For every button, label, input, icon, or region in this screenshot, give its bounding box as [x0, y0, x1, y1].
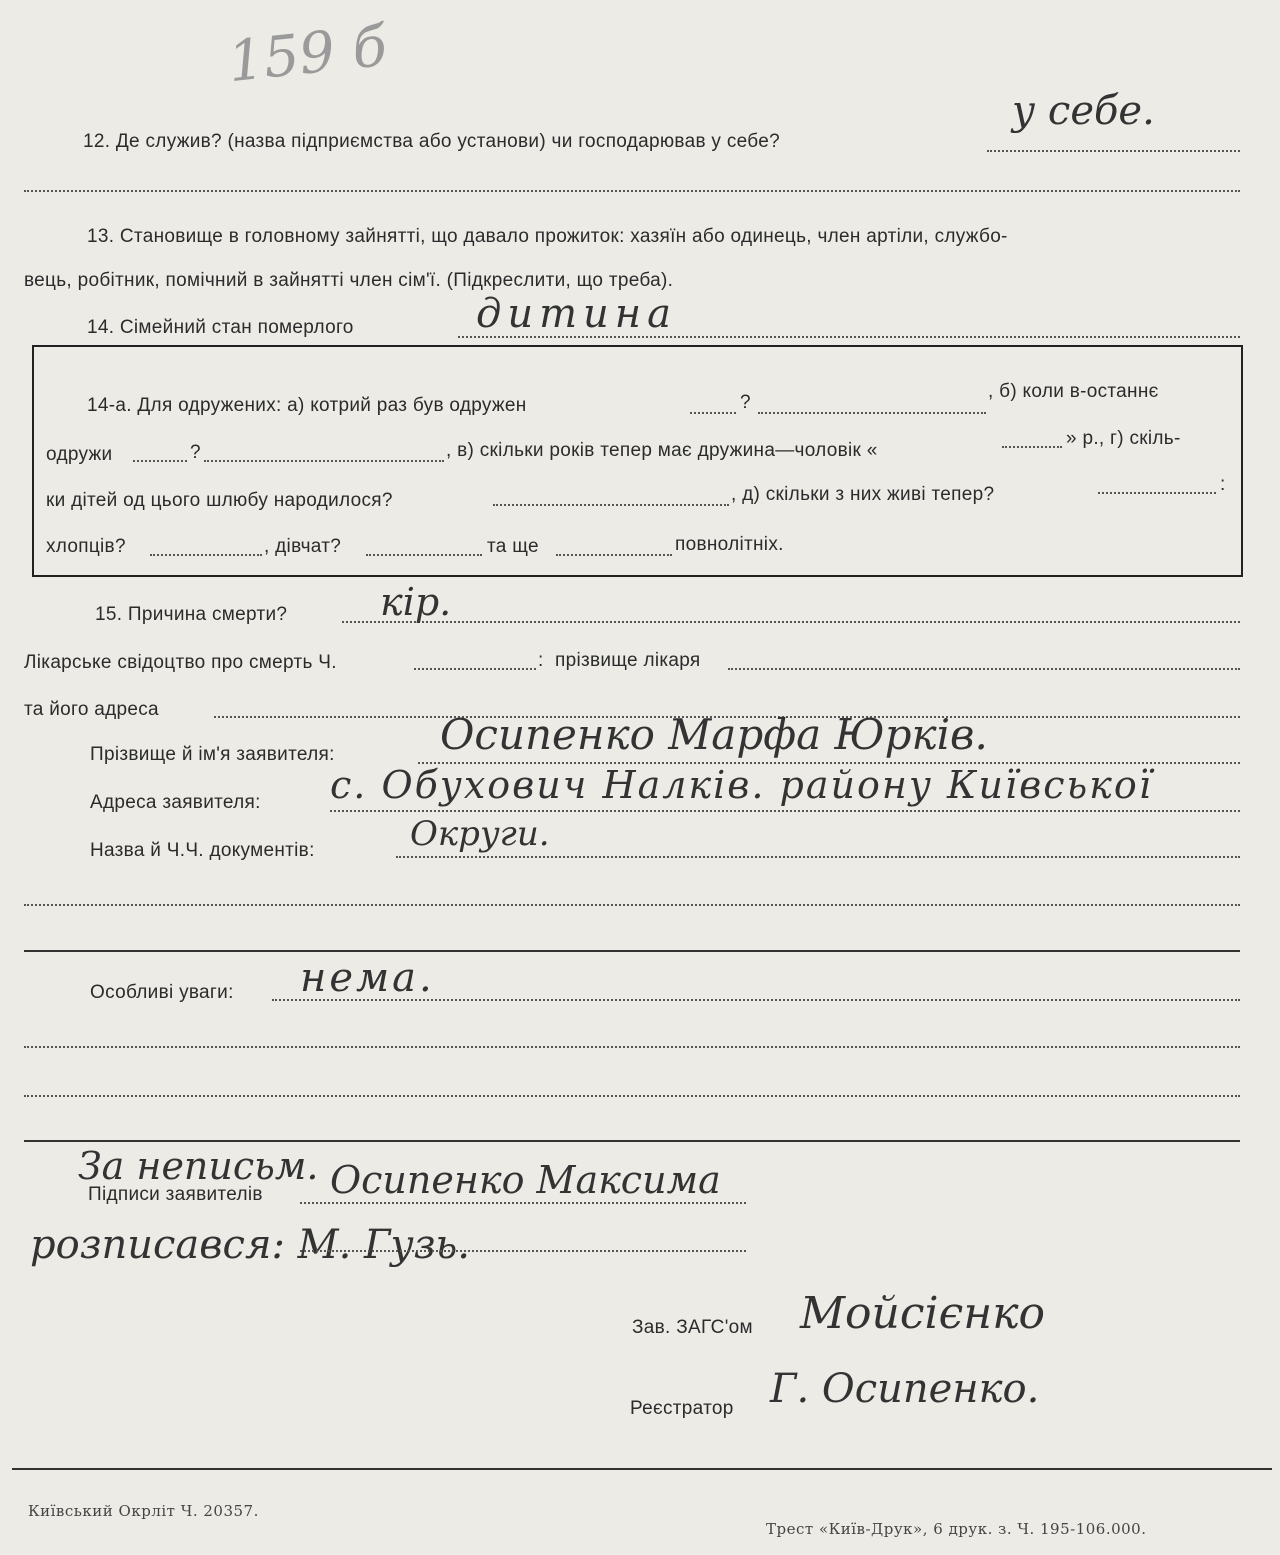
q14a-line4-c: та ще	[487, 536, 539, 557]
q15-cert-colon: :	[538, 650, 544, 671]
q14a-line2-b: , в) скільки років тепер має дружина—чоловік «	[446, 440, 878, 461]
q14a-line4-d: повнолітніх.	[675, 534, 784, 555]
q14a-line4-blank1	[150, 554, 262, 556]
q12-answer-line	[987, 150, 1240, 152]
applicant-name-label: Прізвище й ім'я заявителя:	[90, 744, 335, 765]
footer-right: Трест «Київ-Друк», 6 друк. з. Ч. 195-106.000.	[766, 1520, 1147, 1538]
blank-line-3	[24, 1095, 1240, 1097]
q15-doctor-line	[728, 668, 1240, 670]
remarks-label: Особливі уваги:	[90, 982, 234, 1003]
q14a-line4-b: , дівчат?	[264, 536, 342, 557]
footer-left: Київський Окрліт Ч. 20357.	[28, 1502, 259, 1520]
q15-answer: кір.	[380, 580, 452, 624]
q14a-line2-blank2	[204, 460, 444, 462]
applicant-signature: Осипенко Максима	[330, 1158, 721, 1202]
q14a-line1-a: 14-а. Для одружених: а) котрий раз був одружен	[87, 395, 527, 416]
applicant-address-value: с. Обухович Налків. району Київської	[330, 763, 1153, 807]
signatures-label: Підписи заявителів	[88, 1184, 263, 1205]
q15-cert-line	[414, 668, 536, 670]
divider-2	[24, 1140, 1240, 1142]
zags-head-label: Зав. ЗАГС'ом	[632, 1317, 753, 1338]
signatures-line-2	[300, 1250, 746, 1252]
q14a-line1-q: ?	[740, 392, 751, 413]
q14a-line4-blank2	[366, 554, 482, 556]
signatures-line	[300, 1202, 746, 1204]
q14-label: 14. Сімейний стан померлого	[87, 317, 354, 338]
q12-label: 12. Де служив? (назва підприємства або установи) чи господарював у себе?	[83, 131, 780, 152]
registrar-signature: Г. Осипенко.	[770, 1366, 1040, 1412]
q12-answer: у себе.	[1012, 88, 1155, 134]
q14-answer: дитина	[476, 291, 677, 337]
applicant-address-line	[330, 810, 1240, 812]
blank-line-2	[24, 1046, 1240, 1048]
q13-line1: 13. Становище в головному зайнятті, що давало прожиток: хазяїн або одинець, член артіли, службо-	[87, 226, 1008, 247]
registrar-label: Реєстратор	[630, 1398, 734, 1419]
q14a-line4-blank3	[556, 554, 672, 556]
q14a-line2-a: одружи	[46, 444, 113, 465]
q15-answer-line	[342, 621, 1240, 623]
q12-extra-line	[24, 190, 1240, 192]
remarks-value: нема.	[300, 955, 435, 1001]
applicant-name-value: Осипенко Марфа Юрків.	[440, 710, 988, 759]
blank-line-1	[24, 904, 1240, 906]
q14a-line3-blank1	[493, 504, 729, 506]
q14a-line1-blank1	[690, 412, 736, 414]
q15-cert-label: Лікарське свідоцтво про смерть Ч.	[24, 652, 337, 673]
illiterate-note: За неписьм.	[78, 1144, 319, 1188]
q14a-line2-blank1	[133, 460, 187, 462]
applicant-docs-label: Назва й Ч.Ч. документів:	[90, 840, 315, 861]
applicant-docs-value: Округи.	[410, 814, 550, 854]
zags-head-signature: Мойсієнко	[800, 1288, 1045, 1339]
q14a-line4-a: хлопців?	[46, 536, 126, 557]
q13-line2: вець, робітник, помічний в зайнятті член сім'ї. (Підкреслити, що треба).	[24, 270, 674, 291]
q14a-line2-c: » р., г) скіль-	[1066, 428, 1181, 449]
q15-doctor-label: прізвище лікаря	[555, 650, 701, 671]
divider-1	[24, 950, 1240, 952]
q14a-line3-b: , д) скільки з них живі тепер?	[731, 484, 995, 505]
q14a-line3-blank2	[1098, 492, 1216, 494]
archive-mark: 159 б	[225, 13, 390, 96]
q14a-line3-c: :	[1220, 474, 1226, 495]
applicant-address-label: Адреса заявителя:	[90, 792, 261, 813]
footer-rule	[12, 1468, 1272, 1470]
applicant-docs-line	[396, 856, 1240, 858]
q14a-line3-a: ки дітей од цього шлюбу народилося?	[46, 490, 393, 511]
q14a-line1-b: , б) коли в-останнє	[988, 381, 1159, 402]
q14a-line2-blank3	[1002, 446, 1062, 448]
q15-label: 15. Причина смерти?	[95, 604, 288, 625]
q14a-line2-q: ?	[190, 442, 201, 463]
proxy-signature: розписався: М. Гузь.	[30, 1222, 471, 1268]
q15-address-label: та його адреса	[24, 699, 159, 720]
q14a-line1-blank2	[758, 412, 986, 414]
